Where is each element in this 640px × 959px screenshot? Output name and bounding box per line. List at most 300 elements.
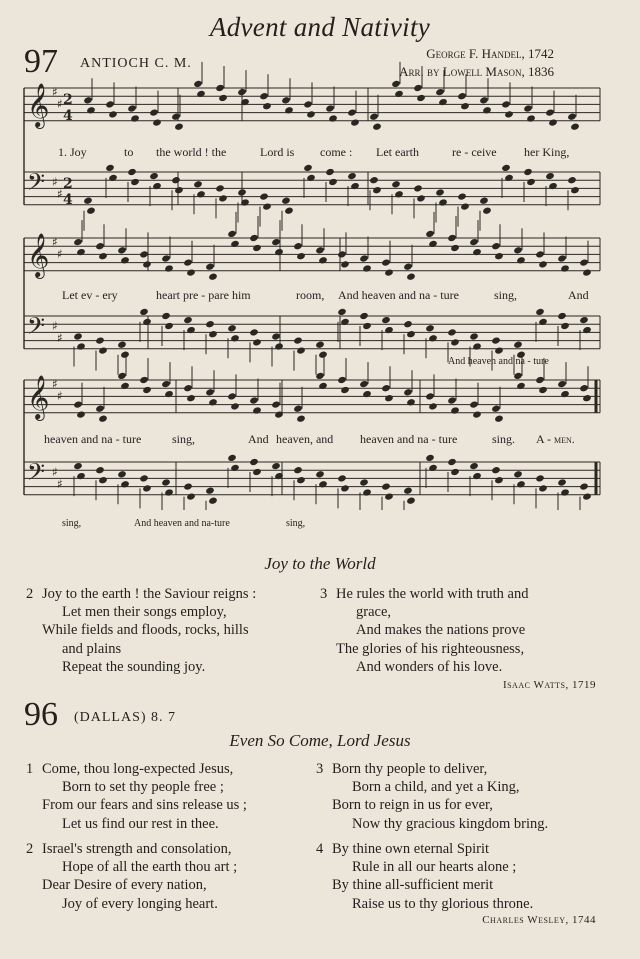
note-head <box>186 326 196 334</box>
note-head <box>249 328 259 336</box>
note-head <box>428 464 438 472</box>
note-head <box>252 406 262 414</box>
note-head <box>161 478 171 486</box>
note-head <box>164 322 174 330</box>
note-head <box>384 394 394 402</box>
lyric-syllable: heart pre - pare him <box>156 288 251 302</box>
verse-line: Let men their songs employ, <box>62 604 227 621</box>
note-head <box>186 492 196 500</box>
note-head <box>186 394 196 402</box>
verse-line: By thine all-sufficient merit <box>332 877 494 894</box>
note-head <box>469 332 479 340</box>
note-head <box>523 104 533 112</box>
note-head <box>416 94 426 102</box>
note-head <box>406 497 416 505</box>
note-head <box>139 250 149 258</box>
note-head <box>325 104 335 112</box>
note-head <box>425 230 435 238</box>
note-head <box>425 324 435 332</box>
time-signature: 4 <box>63 192 73 208</box>
note-head <box>337 308 347 316</box>
note-head <box>472 342 482 350</box>
verse-line: Born to set thy people free ; <box>62 779 224 796</box>
treble-clef-icon: 𝄞 <box>27 233 50 277</box>
note-head <box>161 312 171 320</box>
note-head <box>447 396 457 404</box>
note-head <box>262 102 272 110</box>
verse-number: 1 <box>26 761 34 777</box>
note-head <box>337 474 347 482</box>
verse-line: Hope of all the earth thou art ; <box>62 859 238 876</box>
note-head <box>413 84 423 92</box>
verse-line: Israel's strength and consolation, <box>42 841 232 857</box>
note-head <box>548 182 558 190</box>
note-head <box>538 260 548 268</box>
note-head <box>438 198 448 206</box>
note-head <box>567 113 577 121</box>
lyric-syllable: room, <box>296 288 325 302</box>
note-head <box>174 186 184 194</box>
note-head <box>403 487 413 495</box>
note-head <box>76 342 86 350</box>
lyric-syllable: heaven, and <box>276 432 334 446</box>
note-head <box>582 326 592 334</box>
note-head <box>381 258 391 266</box>
note-head <box>513 246 523 254</box>
note-head <box>538 318 548 326</box>
note-head <box>472 248 482 256</box>
note-head <box>183 258 193 266</box>
note-head <box>227 324 237 332</box>
note-head <box>403 388 413 396</box>
note-head <box>164 488 174 496</box>
note-head <box>428 402 438 410</box>
note-head <box>95 336 105 344</box>
note-head <box>557 380 567 388</box>
time-signature: 2 <box>63 176 73 192</box>
bass-lyric: And heaven and na-ture <box>134 518 230 529</box>
note-head <box>469 462 479 470</box>
note-head <box>491 405 501 413</box>
note-head <box>582 394 592 402</box>
note-head <box>271 462 281 470</box>
note-head <box>538 386 548 394</box>
note-head <box>196 190 206 198</box>
note-head <box>227 454 237 462</box>
note-head <box>501 100 511 108</box>
note-head <box>227 230 237 238</box>
verse-line: Come, thou long-expected Jesus, <box>42 761 234 777</box>
note-head <box>306 110 316 118</box>
note-head <box>293 336 303 344</box>
note-head <box>284 106 294 114</box>
bass-clef-icon: 𝄢 <box>27 312 46 345</box>
verse-line: Born thy people to deliver, <box>332 761 488 777</box>
lyric-syllable: heaven and na - ture <box>360 432 458 446</box>
note-head <box>86 106 96 114</box>
note-head <box>472 410 482 418</box>
tune-name-dallas: (DALLAS) 8. 7 <box>74 710 177 725</box>
note-head <box>171 113 181 121</box>
note-head <box>98 476 108 484</box>
note-head <box>403 320 413 328</box>
note-head <box>73 238 83 246</box>
hymn-96-verse-1 <box>26 760 247 833</box>
note-head <box>538 484 548 492</box>
note-head <box>205 263 215 271</box>
note-head <box>460 202 470 210</box>
verse-line: Joy to the earth ! the Saviour reigns : <box>42 586 257 602</box>
note-head <box>457 192 467 200</box>
note-head <box>174 123 184 131</box>
note-head <box>73 462 83 470</box>
note-head <box>579 384 589 392</box>
note-head <box>142 260 152 268</box>
note-head <box>369 113 379 121</box>
note-head <box>567 176 577 184</box>
note-head <box>504 174 514 182</box>
verse-line: and plains <box>62 640 122 657</box>
note-head <box>120 351 130 359</box>
note-head <box>526 178 536 186</box>
note-head <box>428 240 438 248</box>
note-head <box>513 341 523 349</box>
lyric-syllable: 1. Joy <box>58 145 87 159</box>
verse-line: Raise us to thy glorious throne. <box>352 895 534 912</box>
lyric-syllable: A - men. <box>536 432 575 446</box>
note-head <box>164 390 174 398</box>
note-head <box>328 178 338 186</box>
note-head <box>73 332 83 340</box>
note-head <box>230 240 240 248</box>
note-head <box>579 258 589 266</box>
sharp-icon: ♯ <box>57 187 63 201</box>
note-head <box>391 80 401 88</box>
note-head <box>582 268 592 276</box>
note-head <box>560 322 570 330</box>
note-head <box>384 326 394 334</box>
time-signature: 2 <box>63 92 73 108</box>
note-head <box>394 190 404 198</box>
note-head <box>362 264 372 272</box>
note-head <box>340 260 350 268</box>
note-head <box>428 334 438 342</box>
note-head <box>315 341 325 349</box>
note-head <box>171 176 181 184</box>
note-head <box>293 466 303 474</box>
note-head <box>271 400 281 408</box>
section-title: Advent and Nativity <box>209 12 431 42</box>
verse-line: Repeat the sounding joy. <box>62 658 206 675</box>
note-head <box>274 248 284 256</box>
note-head <box>435 88 445 96</box>
verse-line: And wonders of his love. <box>356 658 503 675</box>
note-head <box>296 415 306 423</box>
note-head <box>237 88 247 96</box>
note-head <box>293 242 303 250</box>
note-head <box>560 264 570 272</box>
note-head <box>491 336 501 344</box>
arranger-credit: Arr. by Lowell Mason, 1836 <box>399 64 554 79</box>
lyric-syllable: Lord is <box>260 145 295 159</box>
note-head <box>95 242 105 250</box>
lyric-syllable: the world ! the <box>156 145 227 159</box>
note-head <box>105 100 115 108</box>
note-head <box>545 108 555 116</box>
note-head <box>83 96 93 104</box>
note-head <box>227 392 237 400</box>
note-head <box>447 234 457 242</box>
note-head <box>196 90 206 98</box>
note-head <box>469 238 479 246</box>
note-head <box>208 497 218 505</box>
note-head <box>95 466 105 474</box>
verse-number: 4 <box>316 841 324 857</box>
note-head <box>557 312 567 320</box>
note-head <box>362 390 372 398</box>
note-head <box>249 396 259 404</box>
note-head <box>394 90 404 98</box>
note-head <box>249 458 259 466</box>
sharp-icon: ♯ <box>52 175 58 189</box>
note-head <box>438 98 448 106</box>
note-head <box>494 346 504 354</box>
note-head <box>340 318 350 326</box>
note-head <box>347 172 357 180</box>
note-head <box>183 316 193 324</box>
note-head <box>447 328 457 336</box>
note-head <box>381 482 391 490</box>
note-head <box>391 180 401 188</box>
note-head <box>284 207 294 215</box>
note-head <box>296 252 306 260</box>
verse-line: He rules the world with truth and <box>336 586 529 602</box>
note-head <box>450 468 460 476</box>
note-head <box>230 402 240 410</box>
note-head <box>535 474 545 482</box>
note-head <box>83 197 93 205</box>
note-head <box>450 406 460 414</box>
note-head <box>413 184 423 192</box>
verse-line: Now thy gracious kingdom bring. <box>352 815 549 832</box>
sharp-icon: ♯ <box>52 465 58 479</box>
note-head <box>328 114 338 122</box>
note-head <box>516 256 526 264</box>
hymn-number-97: 97 <box>24 43 58 80</box>
lyric-syllable: sing, <box>494 288 518 302</box>
lyric-syllable: And heaven and na - ture <box>338 288 459 302</box>
sharp-icon: ♯ <box>52 377 58 391</box>
note-head <box>337 376 347 384</box>
note-head <box>570 186 580 194</box>
note-head <box>337 250 347 258</box>
note-head <box>318 256 328 264</box>
note-head <box>347 108 357 116</box>
note-head <box>318 382 328 390</box>
note-head <box>315 372 325 380</box>
treble-clef-icon: 𝄞 <box>27 375 50 419</box>
sharp-icon: ♯ <box>57 331 63 345</box>
note-head <box>296 346 306 354</box>
verse-line: Let us find our rest in thee. <box>62 815 219 832</box>
note-head <box>501 164 511 172</box>
note-head <box>95 405 105 413</box>
treble-clef-icon: 𝄞 <box>27 83 50 127</box>
verse-line: Rule in all our hearts alone ; <box>352 859 517 876</box>
note-head <box>76 410 86 418</box>
lyric-syllable: re - ceive <box>452 145 497 159</box>
note-head <box>384 268 394 276</box>
note-head <box>142 318 152 326</box>
note-head <box>205 487 215 495</box>
hymn-97-verse-3 <box>320 585 529 676</box>
note-head <box>350 182 360 190</box>
verse-number: 2 <box>26 841 34 857</box>
note-head <box>127 168 137 176</box>
verse-line: Born a child, and yet a King, <box>352 779 520 796</box>
note-head <box>494 415 504 423</box>
sharp-icon: ♯ <box>52 319 58 333</box>
note-head <box>372 123 382 131</box>
note-head <box>406 398 416 406</box>
note-head <box>582 492 592 500</box>
note-head <box>186 268 196 276</box>
note-head <box>130 114 140 122</box>
note-head <box>384 492 394 500</box>
note-head <box>117 470 127 478</box>
note-head <box>252 338 262 346</box>
note-head <box>183 482 193 490</box>
note-head <box>152 182 162 190</box>
note-head <box>108 110 118 118</box>
note-head <box>570 123 580 131</box>
note-head <box>450 244 460 252</box>
hymn-96-title: Even So Come, Lord Jesus <box>229 731 411 750</box>
note-head <box>139 376 149 384</box>
note-head <box>105 164 115 172</box>
note-head <box>315 470 325 478</box>
note-head <box>218 94 228 102</box>
note-head <box>460 102 470 110</box>
verse-line: grace, <box>356 604 392 621</box>
note-head <box>359 254 369 262</box>
note-head <box>381 384 391 392</box>
note-head <box>193 180 203 188</box>
note-head <box>406 330 416 338</box>
note-head <box>120 480 130 488</box>
verse-line: By thine own eternal Spirit <box>332 841 490 857</box>
lyric-syllable: And <box>248 432 269 446</box>
note-head <box>372 186 382 194</box>
bass-clef-icon: 𝄢 <box>27 458 46 491</box>
note-head <box>450 338 460 346</box>
note-head <box>296 476 306 484</box>
lyric-syllable: to <box>124 145 134 159</box>
note-head <box>406 273 416 281</box>
note-head <box>142 386 152 394</box>
note-head <box>381 316 391 324</box>
note-head <box>535 308 545 316</box>
hymn-number-96: 96 <box>24 696 58 733</box>
note-head <box>469 400 479 408</box>
note-head <box>560 390 570 398</box>
note-head <box>117 341 127 349</box>
hymn-96-verse-3 <box>316 760 549 833</box>
note-head <box>435 188 445 196</box>
note-head <box>271 238 281 246</box>
note-head <box>73 400 83 408</box>
note-head <box>526 114 536 122</box>
note-head <box>120 256 130 264</box>
note-head <box>230 334 240 342</box>
note-head <box>281 96 291 104</box>
note-head <box>557 478 567 486</box>
composer-credit: George F. Handel, 1742 <box>426 46 554 61</box>
note-head <box>108 174 118 182</box>
note-head <box>306 174 316 182</box>
note-head <box>362 322 372 330</box>
lyric-syllable: sing. <box>492 432 516 446</box>
note-head <box>252 468 262 476</box>
note-head <box>359 380 369 388</box>
note-head <box>579 482 589 490</box>
note-head <box>237 188 247 196</box>
note-head <box>579 316 589 324</box>
note-head <box>457 92 467 100</box>
note-head <box>425 392 435 400</box>
lyric-syllable: Let ev - ery <box>62 288 118 302</box>
note-head <box>130 178 140 186</box>
note-head <box>98 252 108 260</box>
verse-line: And makes the nations prove <box>356 622 526 639</box>
note-head <box>161 254 171 262</box>
note-head <box>262 202 272 210</box>
note-head <box>318 480 328 488</box>
verse-line: Dear Desire of every nation, <box>42 877 207 894</box>
lyric-syllable: heaven and na - ture <box>44 432 142 446</box>
note-head <box>479 197 489 205</box>
sharp-icon: ♯ <box>57 477 63 491</box>
note-head <box>205 388 215 396</box>
note-head <box>340 484 350 492</box>
hymn-97-title: Joy to the World <box>264 554 376 573</box>
note-head <box>491 466 501 474</box>
hymn-96-author: Charles Wesley, 1744 <box>482 914 596 926</box>
hymn-97-verse-2 <box>26 585 257 676</box>
note-head <box>142 484 152 492</box>
note-head <box>545 172 555 180</box>
verse-line: The glories of his righteousness, <box>336 640 525 657</box>
note-head <box>362 488 372 496</box>
sharp-icon: ♯ <box>57 247 63 261</box>
note-head <box>208 330 218 338</box>
note-head <box>350 118 360 126</box>
lyric-syllable: sing, <box>172 432 196 446</box>
note-head <box>161 380 171 388</box>
note-head <box>479 96 489 104</box>
lyric-syllable: Let earth <box>376 145 419 159</box>
hymn-96-verse-4 <box>316 840 534 913</box>
note-head <box>494 476 504 484</box>
note-head <box>215 184 225 192</box>
note-head <box>215 84 225 92</box>
note-head <box>76 472 86 480</box>
verse-number: 2 <box>26 586 34 602</box>
note-head <box>259 92 269 100</box>
note-head <box>281 197 291 205</box>
note-head <box>76 248 86 256</box>
note-head <box>315 246 325 254</box>
